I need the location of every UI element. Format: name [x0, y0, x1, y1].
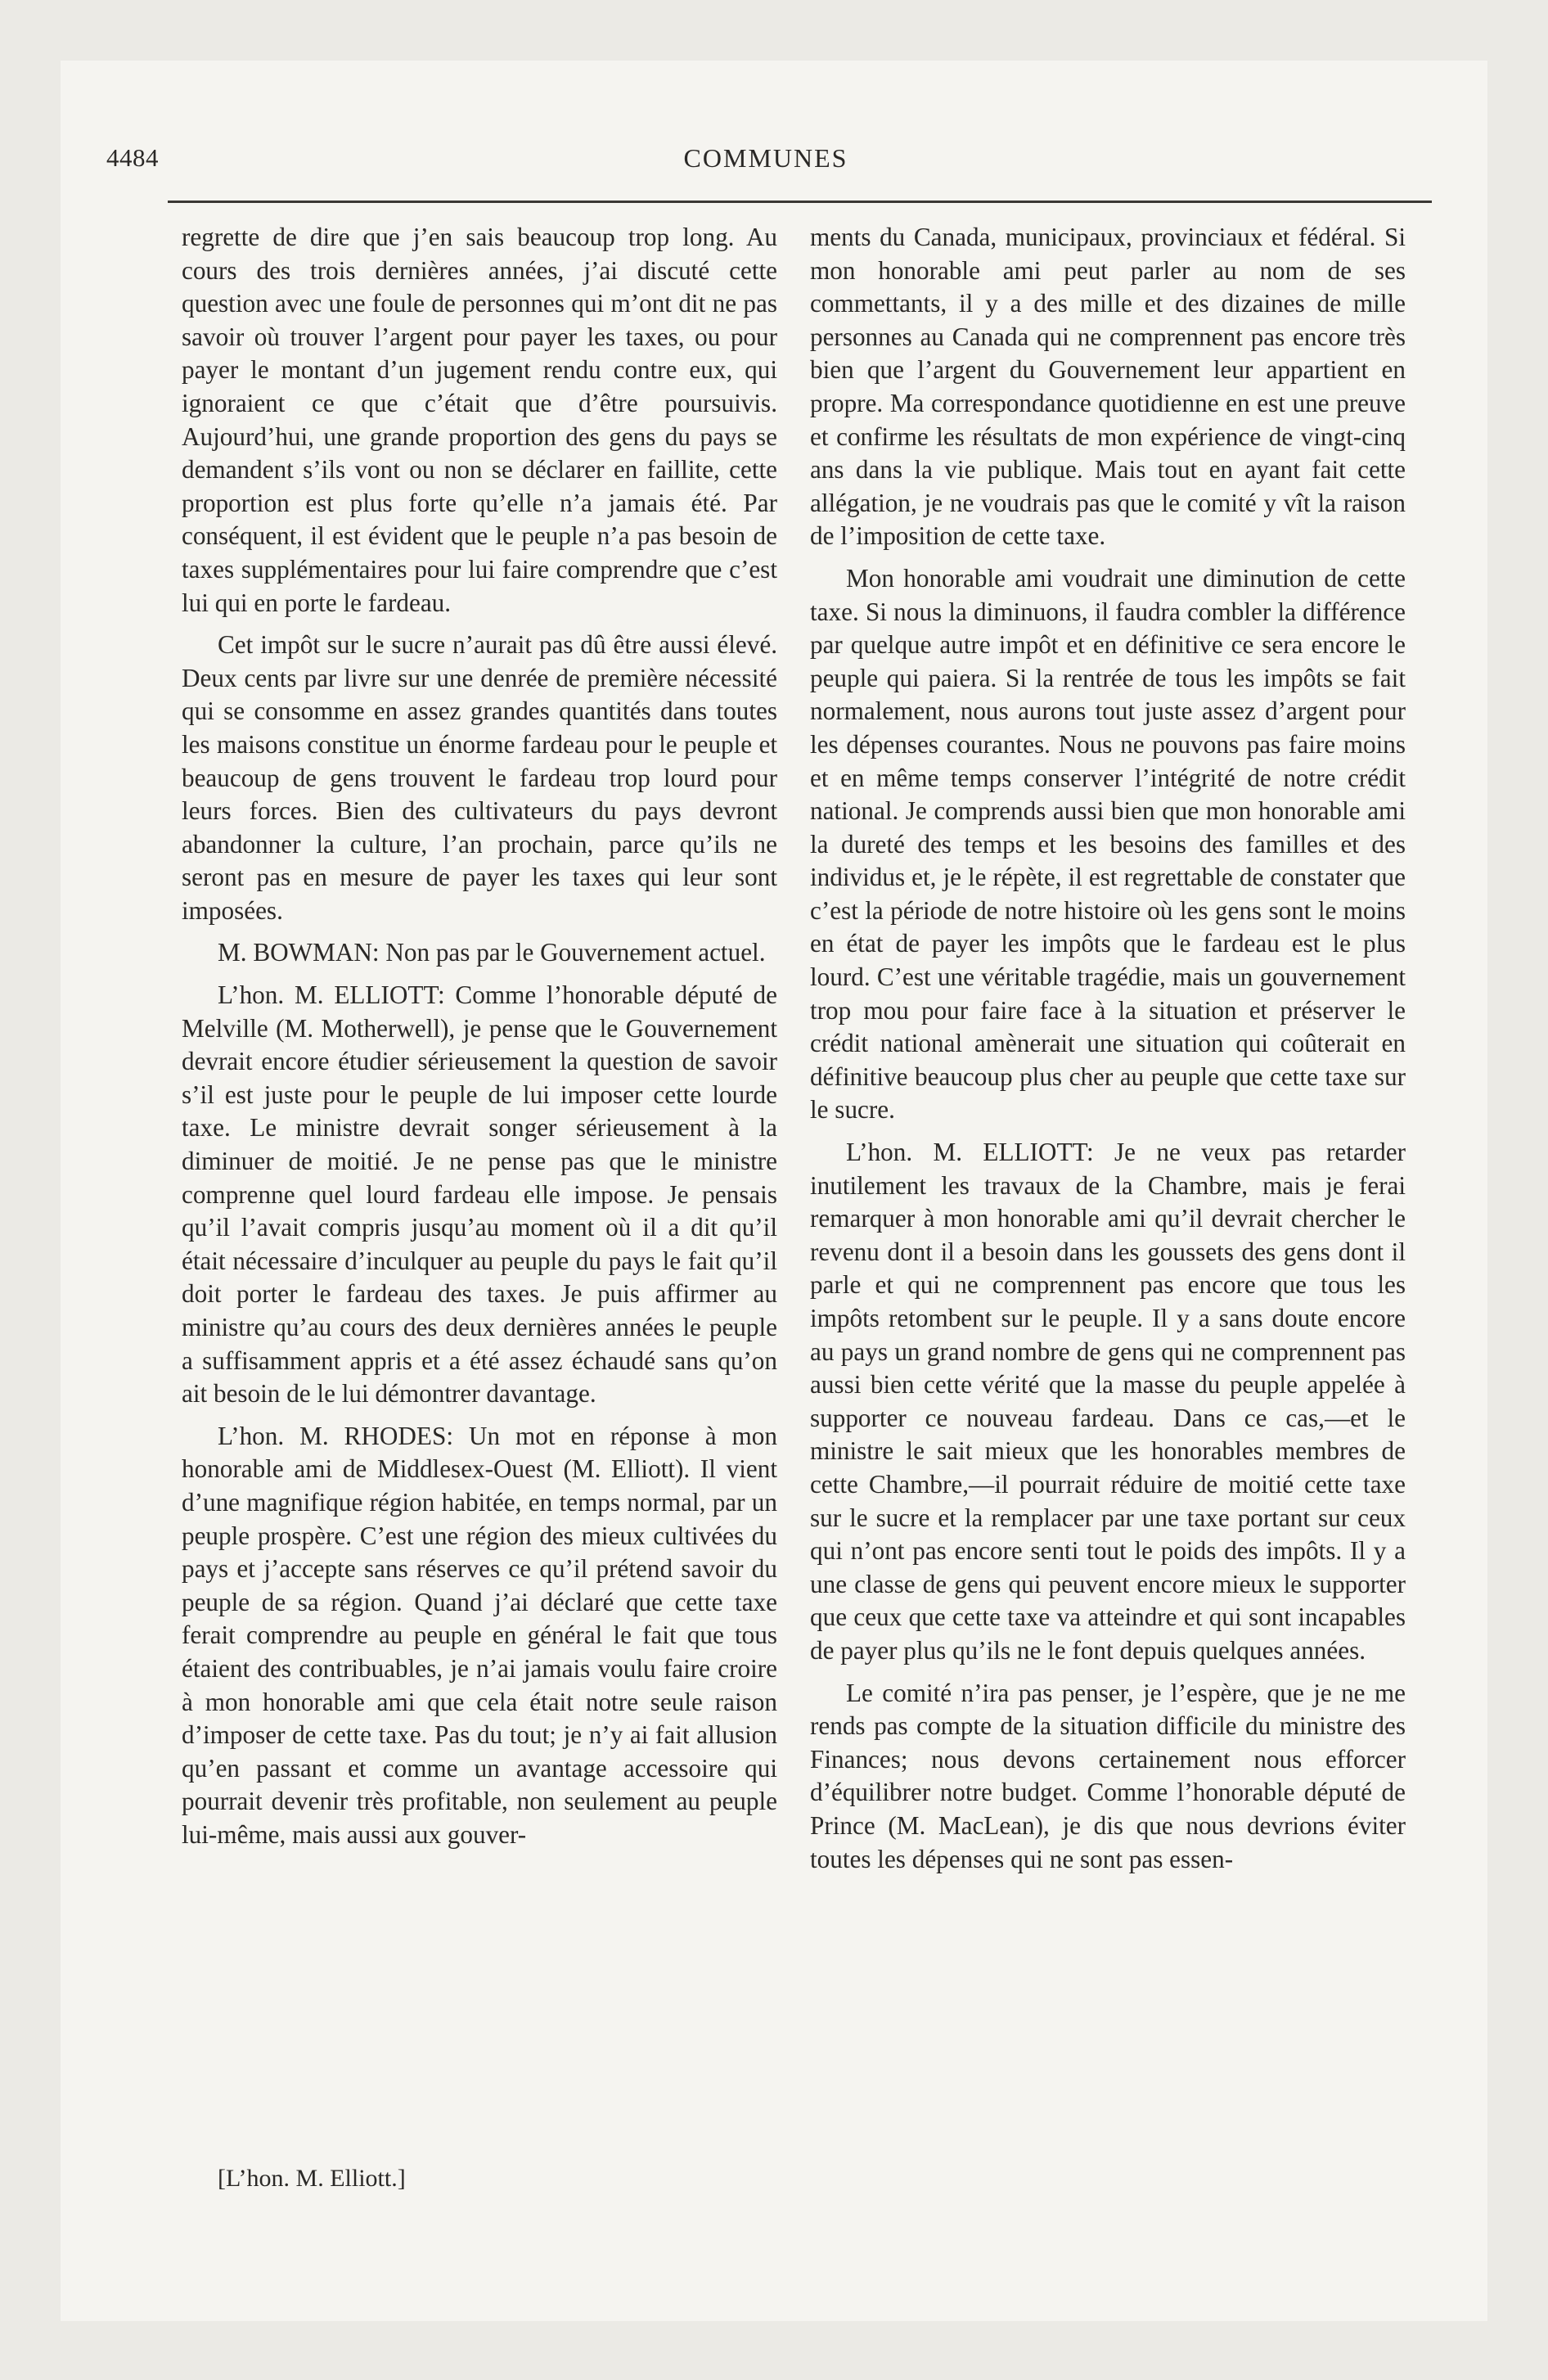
right-column: [810, 221, 1406, 1885]
paragraph: M. BOWMAN: Non pas par le Gouvernement actuel.: [218, 938, 766, 967]
paragraph: L’hon. M. ELLIOTT: Je ne veux pas retarder inutilement les travaux de la Chambre, mais je ferai remarquer à mon honorable ami qu’il devrait chercher le revenu dont il a besoin dans les goussets des gens dont il parle et qui ne comprennent pas encore que tous les impôts retombent sur le peuple. Il y a sans doute encore au pays un grand nombre de gens qui ne comprennent pas aussi bien cette vérité que la masse du peuple appelée à supporter ce nouveau fardeau. Dans ce cas,—et le ministre le sait mieux que les honorables membres de cette Chambre,—il pourrait réduire de moitié cette taxe sur le sucre et la remplacer par une taxe portant sur ceux qui n’ont pas encore senti tout le poids des impôts. Il y a une classe de gens qui peuvent encore mieux le supporter que ceux que cette taxe va atteindre et qui sont incapables de payer plus qu’ils ne le font depuis quelques années.: [810, 1138, 1406, 1665]
paragraph: Le comité n’ira pas penser, je l’espère, que je ne me rends pas compte de la situation difficile du ministre des Finances; nous devons certainement nous efforcer d’équilibrer notre budget. Comme l’honorable député de Prince (M. MacLean), je dis que nous devrions éviter toutes les dépenses qui ne sont pas essen-: [810, 1678, 1406, 1873]
paragraph: L’hon. M. ELLIOTT: Comme l’honorable député de Melville (M. Motherwell), je pense que le Gouvernement devrait encore étudier sérieusement la question de savoir s’il est juste pour le peuple de lui imposer cette lourde taxe. Le ministre devrait songer sérieusement à la diminuer de moitié. Je ne pense pas que le ministre comprenne quel lourd fardeau elle impose. Je pensais qu’il l’avait compris jusqu’au moment où il a dit qu’il était nécessaire d’inculquer au peuple du pays le fait qu’il doit porter le fardeau des taxes. Je puis affirmer au ministre qu’au cours des deux dernières années le peuple a suffisamment appris et a été assez échaudé sans qu’on ait besoin de le lui démontrer davantage.: [182, 980, 777, 1409]
speaker-reference: [L’hon. M. Elliott.]: [218, 2165, 406, 2192]
paragraph: Cet impôt sur le sucre n’aurait pas dû être aussi élevé. Deux cents par livre sur une denrée de première nécessité qui se consomme en assez grandes quantités dans toutes les maisons constitue un énorme fardeau pour le peuple et beaucoup de gens trouvent le fardeau trop lourd pour leurs forces. Bien des cultivateurs du pays devront abandonner la culture, l’an prochain, parce qu’ils ne seront pas en mesure de payer les taxes qui leur sont imposées.: [182, 630, 777, 925]
paragraph: ments du Canada, municipaux, provinciaux et fédéral. Si mon honorable ami peut parler au nom de ses commettants, il y a des mille et des dizaines de mille personnes au Canada qui ne comprennent pas encore très bien que l’argent du Gouvernement leur appartient en propre. Ma correspondance quotidienne en est une preuve et confirme les résultats de mon expérience de vingt-cinq ans dans la vie publique. Mais tout en ayant fait cette allégation, je ne voudrais pas que le comité y vît la raison de l’imposition de cette taxe.: [810, 223, 1406, 551]
paragraph: regrette de dire que j’en sais beaucoup trop long. Au cours des trois dernières années, j’ai discuté cette question avec une foule de personnes qui m’ont dit ne pas savoir où trouver l’argent pour payer les taxes, ou pour payer le montant d’un jugement rendu contre eux, qui ignoraient ce que c’était que d’être poursuivis. Aujourd’hui, une grande proportion des gens du pays se demandent s’ils vont ou non se déclarer en faillite, cette proportion est plus forte qu’elle n’a jamais été. Par conséquent, il est évident que le peuple n’a pas besoin de taxes supplémentaires pour lui faire comprendre que c’est lui qui en porte le fardeau.: [182, 223, 777, 617]
page-header: [106, 143, 1425, 184]
header-rule: [168, 201, 1432, 203]
left-column: [182, 221, 777, 1861]
paragraph: L’hon. M. RHODES: Un mot en réponse à mon honorable ami de Middlesex-Ouest (M. Elliott). Il vient d’une magnifique région habitée, en temps normal, par un peuple prospère. C’est une région des mieux cultivées du pays et j’accepte sans réserves ce qu’il prétend savoir du peuple de sa région. Quand j’ai déclaré que cette taxe ferait comprendre au peuple en général le fait que tous étaient des contribuables, je n’ai jamais voulu faire croire à mon honorable ami que cela était notre seule raison d’imposer de cette taxe. Pas du tout; je n’y ai fait allusion qu’en passant et comme un avantage accessoire qui pourrait devenir très profitable, non seulement au peuple lui-même, mais aussi aux gouver-: [182, 1421, 777, 1849]
page-number: 4484: [106, 143, 159, 172]
paragraph: Mon honorable ami voudrait une diminution de cette taxe. Si nous la diminuons, il faudra combler la différence par quelque autre impôt et en définitive ce sera encore le peuple qui paiera. Si la rentrée de tous les impôts se fait normalement, nous aurons tout juste assez d’argent pour les dépenses courantes. Nous ne pouvons pas faire moins et en même temps conserver l’intégrité de notre crédit national. Je comprends aussi bien que mon honorable ami la dureté des temps et les besoins des familles et des individus et, je le répète, il est regrettable de constater que c’est la période de notre histoire où les gens sont le moins en état de payer les impôts que le fardeau est le plus lourd. C’est une véritable tragédie, mais un gouvernement trop mou pour faire face à la situation et préserver le crédit national amènerait une situation qui coûterait en définitive beaucoup plus cher au peuple que cette taxe sur le sucre.: [810, 563, 1406, 1125]
running-title: COMMUNES: [683, 143, 848, 173]
